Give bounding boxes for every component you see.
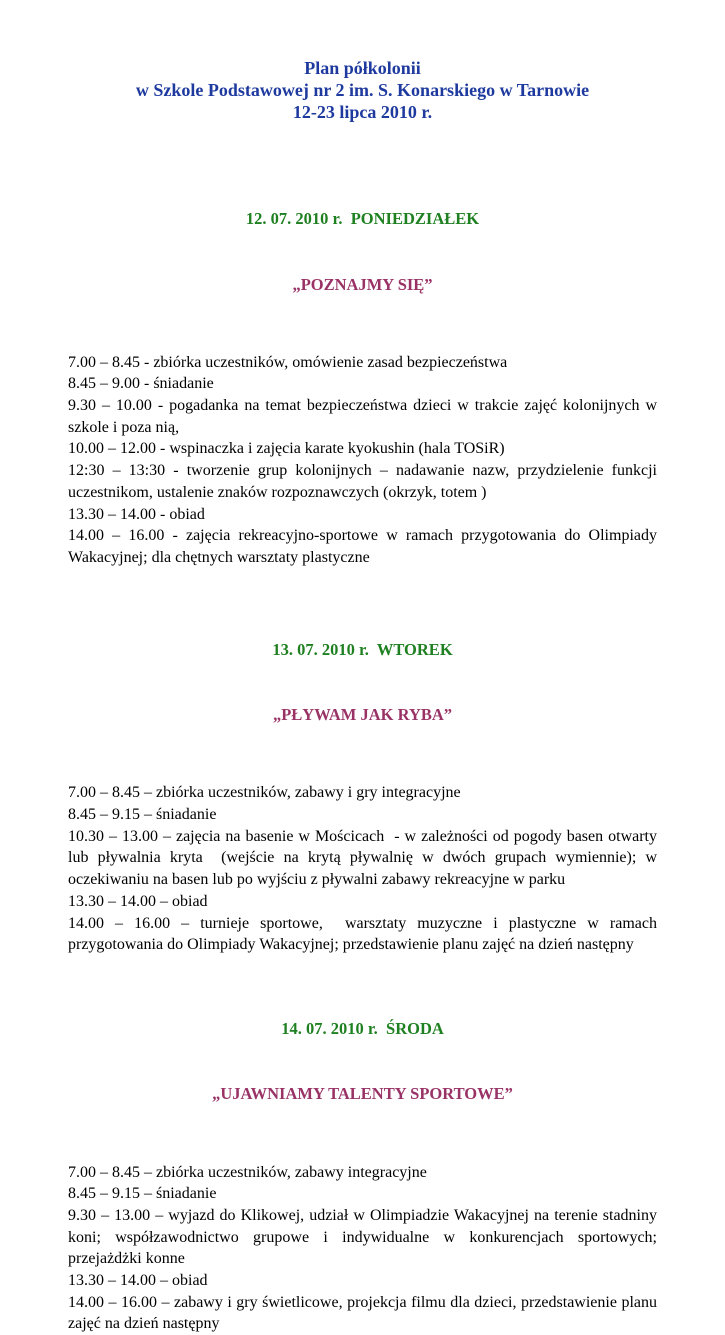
title-line-1: Plan półkolonii xyxy=(304,58,421,78)
day-section-tuesday xyxy=(68,596,661,956)
schedule-item: 12:30 – 13:30 - tworzenie grup kolonijnych – nadawanie nazw, przydzielenie funkcji uczestnikom, ustalenie znaków rozpoznawczych (okrzyk, totem ) xyxy=(68,462,661,501)
schedule-item: 7.00 – 8.45 – zbiórka uczestników, zabawy integracyjne xyxy=(68,1163,427,1181)
schedule-item: 9.30 – 10.00 - pogadanka na temat bezpieczeństwa dzieci w trakcie zajęć kolonijnych w szkole i poza nią, xyxy=(68,397,661,436)
schedule-item: 13.30 – 14.00 - obiad xyxy=(68,505,205,523)
schedule-item: 14.00 – 16.00 – turnieje sportowe, warsztaty muzyczne i plastyczne w ramach przygotowania do Olimpiady Wakacyjnej; przedstawienie planu zajęć na dzień następny xyxy=(68,914,661,954)
document-title xyxy=(68,57,657,123)
schedule-item: 14.00 – 16.00 - zajęcia rekreacyjno-sportowe w ramach przygotowania do Olimpiady Wakacyjnej; dla chętnych warsztaty plastyczne xyxy=(68,527,661,566)
title-line-2: w Szkole Podstawowej nr 2 im. S. Konarskiego w Tarnowie xyxy=(135,80,590,100)
day-theme: „POZNAJMY SIĘ” xyxy=(292,274,433,294)
schedule-item: 13.30 – 14.00 – obiad xyxy=(68,892,208,910)
day-theme: „UJAWNIAMY TALENTY SPORTOWE” xyxy=(212,1084,513,1104)
schedule-item: 9.30 – 13.00 – wyjazd do Klikowej, udział w Olimpiadzie Wakacyjnej na terenie stadniny koni; współzawodnictwo grupowe i indywidualne w konkurencjach sportowych; przejażdżki konne xyxy=(68,1206,661,1268)
day-section-wednesday xyxy=(68,975,661,1335)
schedule-item: 8.45 – 9.15 – śniadanie xyxy=(68,805,217,823)
title-line-3: 12-23 lipca 2010 r. xyxy=(292,102,433,122)
schedule-item: 7.00 – 8.45 - zbiórka uczestników, omówienie zasad bezpieczeństwa xyxy=(68,353,508,371)
day-theme: „PŁYWAM JAK RYBA” xyxy=(272,705,453,725)
schedule-item: 10.30 – 13.00 – zajęcia na basenie w Mościcach - w zależności od pogody basen otwarty lub pływalnia kryta (wejście na krytą pływalnię w dwóch grupach wymiennie); w oczekiwaniu na basen lub po wyjściu z pływalni zabawy rekreacyjne w parku xyxy=(68,827,661,889)
day-header-tuesday xyxy=(68,596,657,770)
schedule-item: 10.00 – 12.00 - wspinaczka i zajęcia karate kyokushin (hala TOSiR) xyxy=(68,440,505,458)
day-date: 14. 07. 2010 r. ŚRODA xyxy=(281,1019,444,1039)
day-section-monday xyxy=(68,165,661,569)
schedule-item: 13.30 – 14.00 – obiad xyxy=(68,1272,208,1290)
day-date: 12. 07. 2010 r. PONIEDZIAŁEK xyxy=(245,209,480,229)
day-header-wednesday xyxy=(68,975,657,1149)
schedule-item: 8.45 – 9.00 - śniadanie xyxy=(68,375,214,393)
schedule-item: 8.45 – 9.15 – śniadanie xyxy=(68,1185,217,1203)
day-schedule-wednesday xyxy=(68,1162,661,1335)
schedule-item: 14.00 – 16.00 – zabawy i gry świetlicowe, projekcja filmu dla dzieci, przedstawienie planu zajęć na dzień następny xyxy=(68,1293,661,1333)
schedule-item: 7.00 – 8.45 – zbiórka uczestników, zabawy i gry integracyjne xyxy=(68,784,461,802)
day-header-monday xyxy=(68,165,657,339)
day-schedule-tuesday xyxy=(68,782,661,956)
day-schedule-monday xyxy=(68,352,661,569)
day-date: 13. 07. 2010 r. WTOREK xyxy=(272,640,453,660)
